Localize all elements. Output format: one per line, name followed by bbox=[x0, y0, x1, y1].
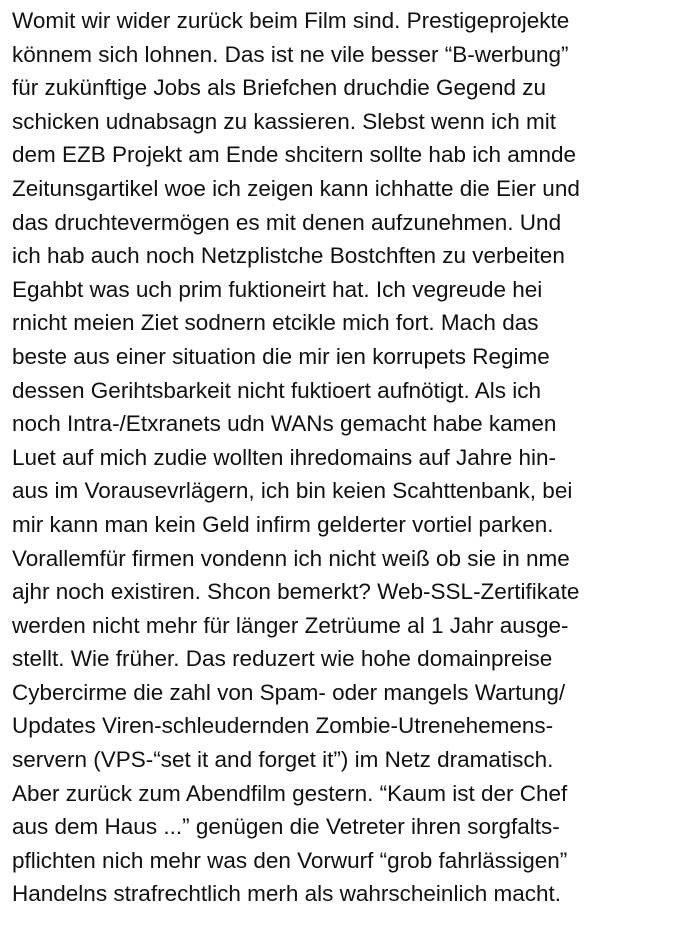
text-line-5: dem EZB Projekt am Ende shcitern sollte hab ich amnde bbox=[12, 142, 577, 168]
text-line-19: werden nicht mehr für länger Zetrüume al 1 Jahr ausge- bbox=[12, 612, 569, 638]
text-line-7: das druchtevermögen es mit denen aufzunehmen. Und bbox=[12, 209, 562, 235]
text-line-10: rnicht meien Ziet sodnern etcikle mich fort. Mach das bbox=[12, 310, 539, 336]
text-line-3: für zukünftige Jobs als Briefchen druchdie Gegend zu bbox=[12, 75, 547, 101]
text-line-17: Vorallemfür firmen vondenn ich nicht weiß ob sie in nme bbox=[12, 545, 570, 571]
text-line-6: Zeitunsgartikel woe ich zeigen kann ichhatte die Eier und bbox=[12, 175, 580, 201]
text-line-4: schicken udnabsagn zu kassieren. Slebst wenn ich mit bbox=[12, 108, 557, 134]
text-line-11: beste aus einer situation die mir ien korrupets Regime bbox=[12, 343, 550, 369]
body-text bbox=[12, 4, 684, 911]
text-line-12: dessen Gerihtsbarkeit nicht fuktioert aufnötigt. Als ich bbox=[12, 377, 542, 403]
text-line-2: könnem sich lohnen. Das ist ne vile besser “B-werbung” bbox=[12, 41, 569, 67]
text-line-18: ajhr noch existiren. Shcon bemerkt? Web-SSL-Zertifikate bbox=[12, 579, 580, 605]
text-line-21: Cybercirme die zahl von Spam- oder mangels Wartung/ bbox=[12, 679, 566, 705]
text-line-24: Aber zurück zum Abendfilm gestern. “Kaum ist der Chef bbox=[12, 780, 568, 806]
text-line-25: aus dem Haus ...” genügen die Vetreter ihren sorgfalts- bbox=[12, 814, 560, 840]
text-line-9: Egahbt was uch prim fuktioneirt hat. Ich vegreude hei bbox=[12, 276, 543, 302]
text-line-14: Luet auf mich zudie wollten ihredomains auf Jahre hin- bbox=[12, 444, 557, 470]
text-line-1: Womit wir wider zurück beim Film sind. Prestigeprojekte bbox=[12, 8, 570, 33]
text-line-20: stellt. Wie früher. Das reduzert wie hohe domainpreise bbox=[12, 646, 553, 672]
text-line-26: pflichten nich mehr was den Vorwurf “grob fahrlässigen” bbox=[12, 847, 568, 873]
text-line-13: noch Intra-/Etxranets udn WANs gemacht habe kamen bbox=[12, 411, 557, 437]
text-line-27: Handelns strafrechtlich merh als wahrscheinlich macht. bbox=[12, 881, 561, 907]
text-line-15: aus im Vorausevrlägern, ich bin keien Scahttenbank, bei bbox=[12, 478, 573, 504]
text-line-22: Updates Viren-schleudernden Zombie-Utrenehemens- bbox=[12, 713, 554, 739]
text-line-16: mir kann man kein Geld infirm gelderter vortiel parken. bbox=[12, 511, 554, 537]
text-line-23: servern (VPS-“set it and forget it”) im Netz dramatisch. bbox=[12, 747, 554, 773]
text-line-8: ich hab auch noch Netzplistche Bostchften zu verbeiten bbox=[12, 243, 565, 269]
